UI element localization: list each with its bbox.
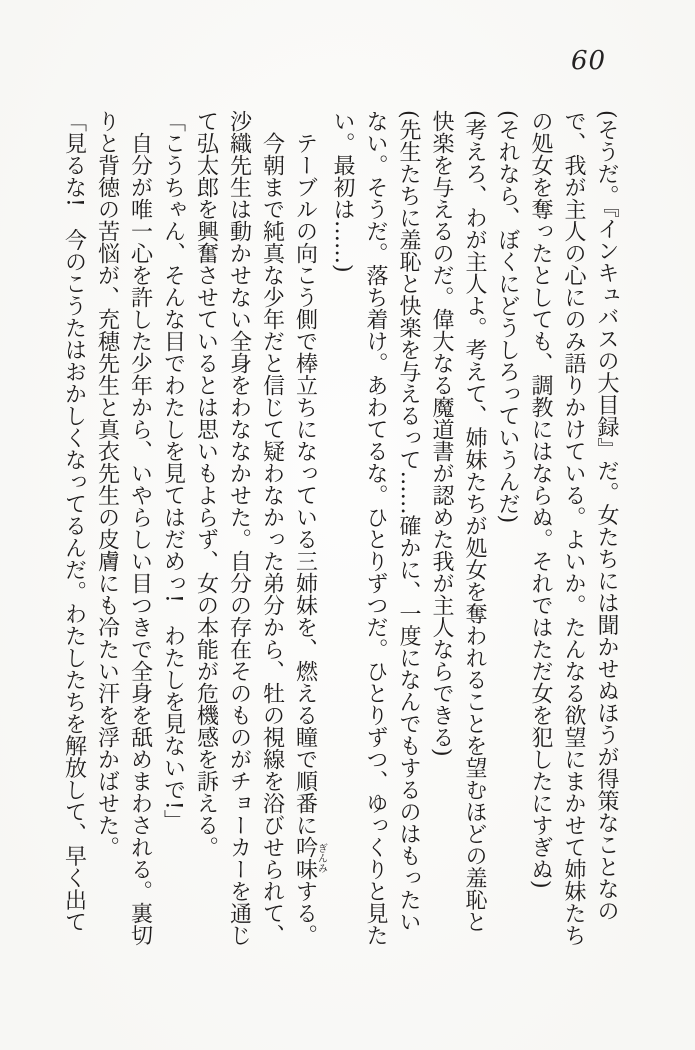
paragraph: 自分が唯一心を許した少年から、いやらしい目つきで全身を舐めまわされる。裏切りと背徳の苦悩が、充穂先生と真衣先生の皮膚にも冷たい汗を浮かばせた。	[94, 110, 153, 946]
furigana-text: ぎんみ	[315, 836, 327, 880]
paragraph: (それなら、ぼくにどうしろっていうんだ)	[495, 110, 520, 524]
paragraph: 「こうちゃん、そんな目でわたしを見てはだめっ! わたしを見ないで!」	[160, 110, 186, 832]
body-text	[62, 110, 623, 946]
paragraph: (考えろ、わが主人よ。考えて、姉妹たちが処女を奪われることを望むほどの羞恥と快楽を与えるのだ。偉大なる魔道書が認めた我が主人ならできる)	[429, 110, 487, 933]
paragraph: (そうだ。『インキュバスの大目録』だ。女たちには聞かせぬほうが得策なことなので、我が主人の心にのみ語りかけている。よいか。たんなる欲望にまかせて姉妹たちの処女を奪ったとしても、調教にはならぬ。それではただ女を犯したにすぎぬ)	[528, 110, 619, 946]
paragraph: 「見るな! 今のこうたはおかしくなってるんだ。わたしたちを解放して、早く出て	[61, 110, 87, 933]
paragraph: (先生たちに羞恥と快楽を与えるって……確かに、一度になんでもするのはもったいない。そうだ。落ち着け。あわてるな。ひとりずつだ。ひとりずつ、ゆっくりと見たい。最初は……)	[330, 110, 421, 946]
page-number: 60	[571, 46, 607, 76]
furigana-term: 吟味ぎんみ	[292, 836, 327, 880]
paragraph: テーブルの向こう側で棒立ちになっている三姉妹を、燃える瞳で順番に吟味ぎんみする。	[292, 132, 327, 946]
paragraph: 今朝まで純真な少年だと信じて疑わなかった弟分から、牡の視線を浴びせられて、沙織先生は動かせない全身をわななかせた。自分の存在そのものがチョーカーを通じて弘太郎を興奮させているとは思いもよらず、女の本能が危機感を訴える。	[193, 110, 285, 946]
